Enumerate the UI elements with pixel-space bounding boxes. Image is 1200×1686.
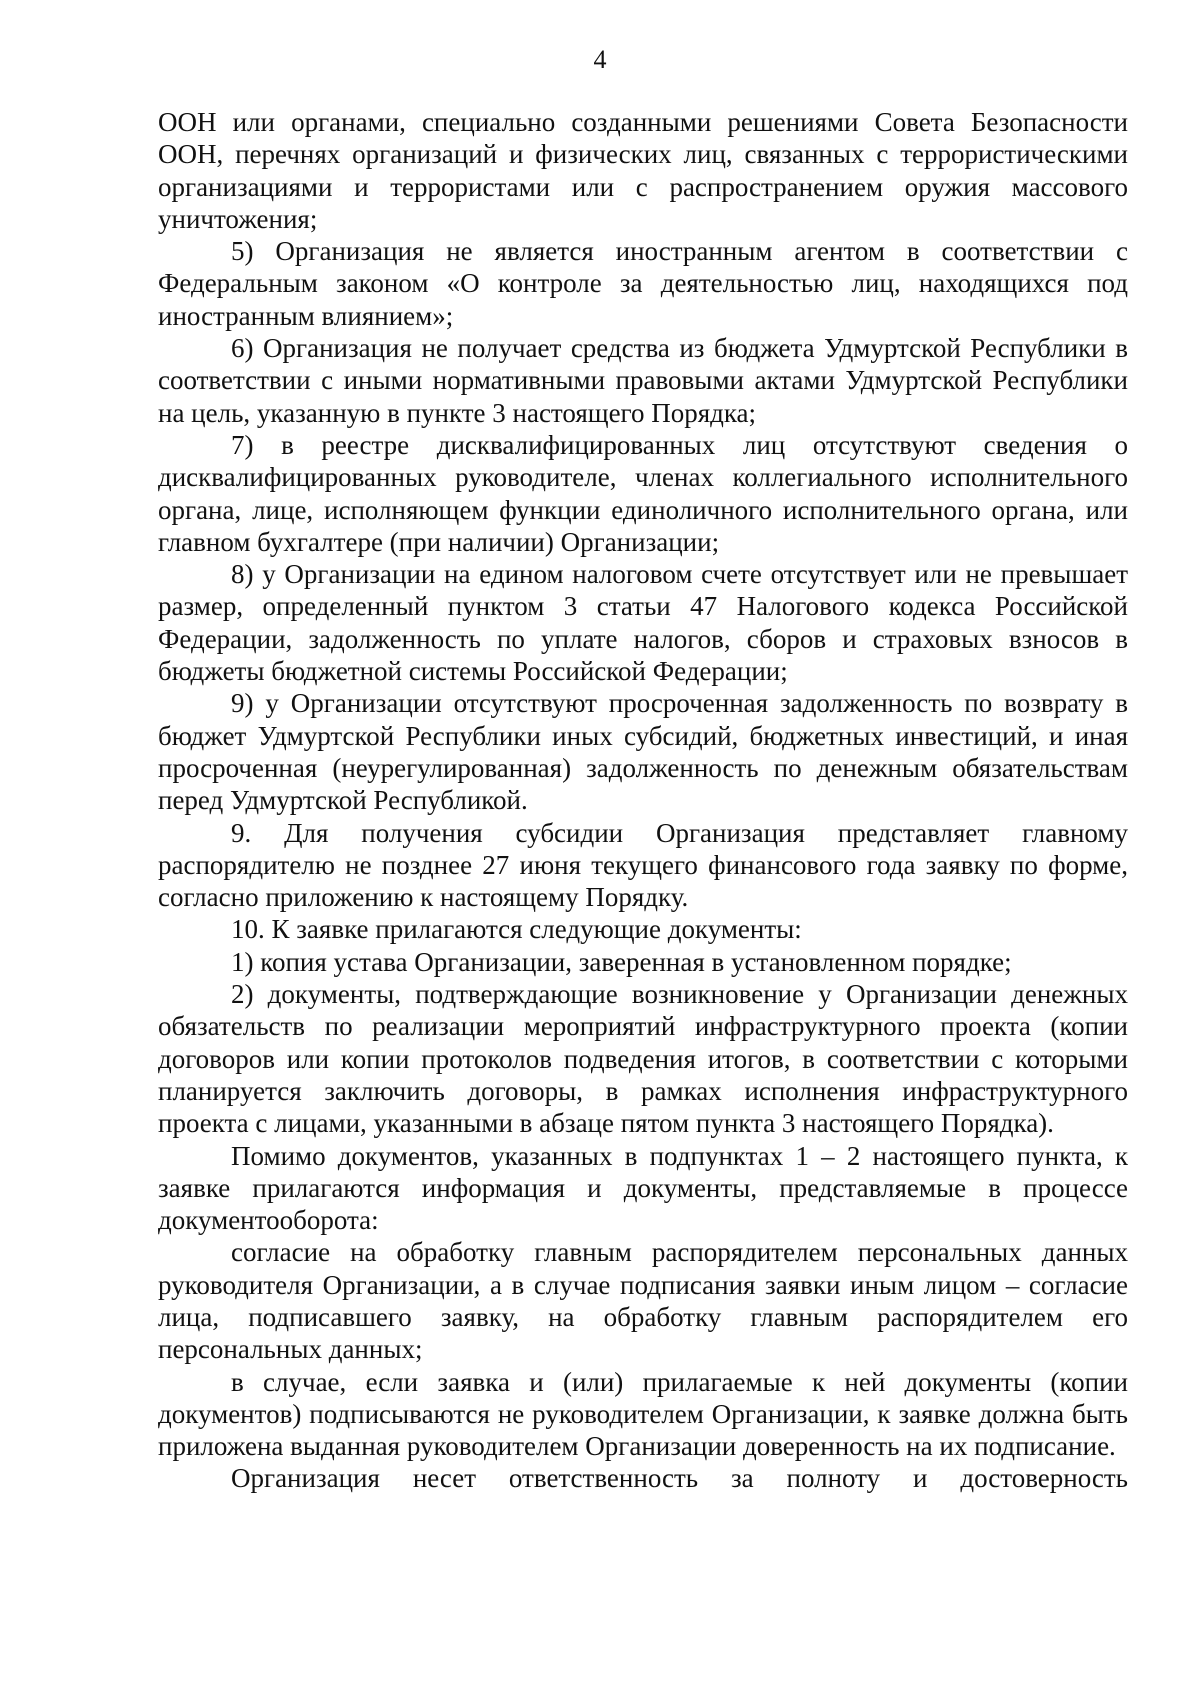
paragraph-responsibility: Организация несет ответственность за полноту и достоверность [231, 1463, 1128, 1494]
paragraph-clause-9: 9. Для получения субсидии Организация представляет главному распорядителю не позднее 27 июня текущего финансового года заявку по форме, согласно приложению к настоящему Порядку. [158, 817, 1128, 913]
paragraph-item-6: 6) Организация не получает средства из бюджета Удмуртской Республики в соответствии с иными нормативными правовыми актами Удмуртской Республики на цель, указанную в пункте 3 настоящего Порядка; [158, 333, 1128, 428]
paragraph-consent: согласие на обработку главным распорядителем персональных данных руководителя Организации, а в случае подписания заявки иным лицом – согласие лица, подписавшего заявку, на обработку главным распорядителем его персональных данных; [158, 1237, 1128, 1365]
document-body [158, 106, 1128, 1495]
paragraph-sanctions-lists: ООН или органами, специально созданными решениями Совета Безопасности ООН, перечнях организаций и физических лиц, связанных с террористическими организациями и террористами или с распространением оружия массового уничтожения; [158, 107, 1128, 234]
paragraph-item-5: 5) Организация не является иностранным агентом в соответствии с Федеральным законом «О контроле за деятельностью лиц, находящихся под иностранным влиянием»; [158, 236, 1128, 331]
paragraph-doc-2: 2) документы, подтверждающие возникновение у Организации денежных обязательств по реализации мероприятий инфраструктурного проекта (копии договоров или копии протоколов подведения итогов, в соответствии с которыми планируется заключить договоры, в рамках исполнения инфраструктурного проекта с лицами, указанными в абзаце пятом пункта 3 настоящего Порядка). [158, 979, 1128, 1139]
paragraph-doc-1: 1) копия устава Организации, заверенная в установленном порядке; [231, 946, 1012, 977]
paragraph-item-7: 7) в реестре дисквалифицированных лиц отсутствуют сведения о дисквалифицированных руководителе, членах коллегиального исполнительного органа, лице, исполняющем функции единоличного исполнительного органа, или главном бухгалтере (при наличии) Организации; [158, 429, 1128, 557]
paragraph-item-9: 9) у Организации отсутствуют просроченная задолженность по возврату в бюджет Удмуртской Республики иных субсидий, бюджетных инвестиций, и иная просроченная (неурегулированная) задолженность по денежным обязательствам перед Удмуртской Республикой. [158, 688, 1128, 816]
paragraph-clause-10: 10. К заявке прилагаются следующие документы: [231, 914, 802, 945]
page-number: 4 [593, 45, 607, 74]
paragraph-additional-docs: Помимо документов, указанных в подпунктах 1 – 2 настоящего пункта, к заявке прилагаются информация и документы, представляемые в процессе документооборота: [158, 1140, 1128, 1236]
paragraph-item-8: 8) у Организации на едином налоговом счете отсутствует или не превышает размер, определенный пунктом 3 статьи 47 Налогового кодекса Российской Федерации, задолженность по уплате налогов, сборов и страховых взносов в бюджеты бюджетной системы Российской Федерации; [158, 559, 1128, 687]
paragraph-power-of-attorney: в случае, если заявка и (или) прилагаемые к ней документы (копии документов) подписываются не руководителем Организации, к заявке должна быть приложена выданная руководителем Организации доверенность на их подписание. [158, 1366, 1128, 1462]
